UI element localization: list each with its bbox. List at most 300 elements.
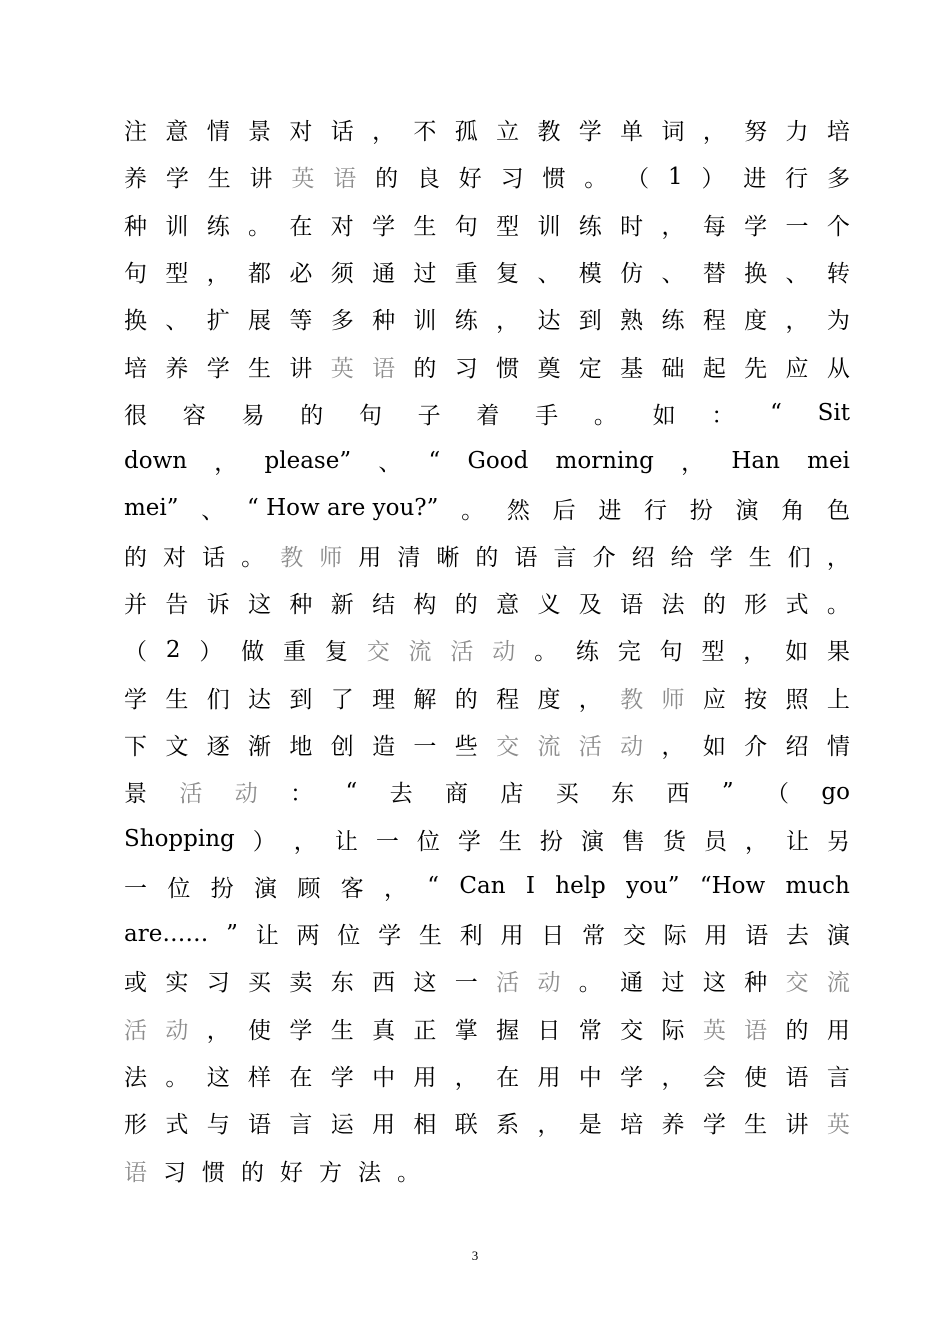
word: 讲 [249, 166, 273, 193]
word: 员 [703, 828, 727, 855]
word: 达 [537, 308, 561, 335]
word: 话 [330, 119, 354, 146]
text-line [124, 1147, 850, 1194]
word: 去 [389, 781, 413, 808]
word: 程 [496, 686, 520, 713]
word: 多 [330, 308, 354, 335]
word: 习 [500, 166, 524, 193]
word: 。 [241, 544, 265, 571]
word: ， [785, 308, 809, 335]
word: 下 [124, 734, 147, 760]
word: 如 [785, 639, 809, 666]
word: 换 [124, 308, 147, 335]
word: 教 [537, 119, 561, 146]
word: 握 [496, 1017, 520, 1044]
highlighted-word: 活 [179, 781, 203, 808]
text-line [124, 815, 850, 862]
text-line [124, 626, 850, 673]
word: 换 [744, 261, 768, 288]
word: 新 [330, 592, 354, 619]
word: 生 [248, 355, 272, 382]
word: ， [743, 639, 767, 666]
word: 学 [206, 355, 230, 382]
word: ， [454, 1065, 478, 1092]
highlighted-word: 动 [537, 970, 561, 997]
word: 、 [378, 450, 402, 477]
word: 达 [248, 686, 272, 713]
word: 让 [255, 923, 279, 950]
word: 进 [598, 497, 622, 524]
word: 、 [201, 497, 225, 524]
word: 用 [413, 1065, 437, 1092]
word: 练 [575, 639, 599, 666]
word: Good [467, 447, 529, 474]
word: 讲 [785, 1112, 809, 1139]
word: 文 [165, 734, 189, 760]
word: 上 [826, 686, 850, 713]
word: 。 [461, 497, 485, 524]
word: 真 [372, 1017, 396, 1044]
word: 样 [248, 1065, 272, 1092]
word: 、 [165, 308, 189, 335]
word: 系 [496, 1112, 520, 1139]
word: 练 [454, 308, 478, 335]
word: ， [206, 1017, 230, 1044]
word: 义 [537, 592, 561, 619]
word: 模 [578, 261, 602, 288]
word: 良 [416, 166, 440, 193]
word: 解 [413, 686, 437, 713]
word: 言 [289, 1112, 313, 1139]
word: 多 [826, 166, 850, 193]
word: 使 [744, 1065, 768, 1092]
word: ， [661, 1065, 685, 1092]
word: 位 [416, 828, 440, 855]
word: 一 [375, 828, 399, 855]
word: 等 [289, 308, 313, 335]
word: 基 [620, 355, 644, 382]
word: 理 [372, 686, 396, 713]
text-line [124, 295, 850, 342]
highlighted-word: 动 [165, 1017, 189, 1044]
word: 这 [206, 1065, 230, 1092]
text-line [124, 1099, 850, 1146]
word: 的 [785, 1017, 809, 1044]
word: ” [721, 778, 734, 805]
word: （ [766, 781, 790, 808]
word: 位 [337, 923, 361, 950]
word: “ [427, 873, 440, 900]
word: 法 [661, 592, 685, 619]
word: 西 [372, 970, 396, 997]
word: 生 [748, 544, 772, 571]
word: 语 [514, 544, 538, 571]
word: 不 [413, 119, 437, 146]
word: 转 [826, 261, 850, 288]
word: 晰 [436, 544, 460, 571]
word: 学 [578, 119, 602, 146]
word: “ [428, 447, 441, 474]
word: 子 [417, 402, 441, 429]
word: 一 [413, 734, 437, 760]
word: 语 [248, 1112, 272, 1139]
word: 学 [620, 1065, 644, 1092]
highlighted-word: 英 [291, 166, 315, 193]
text-line [124, 153, 850, 200]
word: 演 [826, 923, 850, 950]
word: 实 [165, 970, 189, 997]
word: 诉 [206, 592, 230, 619]
word: 个 [826, 213, 850, 240]
word: 养 [661, 1112, 685, 1139]
word: 扮 [210, 875, 234, 902]
highlighted-word: 流 [408, 639, 432, 666]
word: 学 [289, 1017, 313, 1044]
highlighted-word: 教 [620, 686, 644, 713]
text-line [124, 342, 850, 389]
word: 告 [165, 592, 189, 619]
word: 仿 [620, 261, 644, 288]
text-line [124, 1052, 850, 1099]
word: 并 [124, 592, 147, 619]
word: 这 [702, 970, 726, 997]
word: 东 [330, 970, 354, 997]
word: Sit [817, 400, 850, 427]
word: 型 [165, 261, 189, 288]
highlighted-word: 语 [372, 355, 396, 382]
word: 着 [476, 402, 500, 429]
highlighted-word: 活 [578, 734, 602, 760]
word: 色 [826, 497, 850, 524]
word: 习 [163, 1159, 186, 1186]
word: 好 [280, 1159, 303, 1186]
word: 习 [454, 355, 478, 382]
word: 惯 [202, 1159, 225, 1186]
word: 。 [248, 213, 272, 240]
word: 语 [785, 1065, 809, 1092]
word: 培 [826, 119, 850, 146]
word: 式 [165, 1112, 189, 1139]
word: 让 [334, 828, 358, 855]
highlighted-word: 流 [537, 734, 561, 760]
highlighted-word: 英 [330, 355, 354, 382]
word: 的 [124, 544, 147, 571]
word: 、 [785, 261, 809, 288]
word: 联 [454, 1112, 478, 1139]
word: 给 [670, 544, 694, 571]
word: 言 [553, 544, 577, 571]
word: 程 [702, 308, 726, 335]
word: 培 [620, 1112, 644, 1139]
word: Can [459, 873, 506, 900]
word: 础 [661, 355, 685, 382]
word: 的 [702, 592, 726, 619]
word: ， [744, 828, 768, 855]
text-line [124, 579, 850, 626]
word: 句 [454, 213, 478, 240]
word: （ [124, 639, 147, 666]
word: 创 [330, 734, 354, 760]
word: 为 [826, 308, 850, 335]
word: ： [290, 781, 314, 808]
word: 。 [534, 639, 558, 666]
word: ） [199, 639, 223, 666]
word: 生 [413, 213, 437, 240]
word: 、 [537, 261, 561, 288]
word: 些 [454, 734, 478, 760]
word: 介 [744, 734, 768, 760]
word: 这 [248, 592, 272, 619]
word: 位 [167, 875, 191, 902]
word: 对 [163, 544, 187, 571]
page-number: 3 [471, 1248, 479, 1263]
text-line [124, 390, 850, 437]
text-line [124, 437, 850, 484]
word: 必 [289, 261, 313, 288]
word: 型 [701, 639, 725, 666]
word: 日 [541, 923, 565, 950]
word: 让 [785, 828, 809, 855]
word: 练 [661, 308, 685, 335]
word: 扩 [206, 308, 230, 335]
highlighted-word: 师 [319, 544, 343, 571]
text-line [124, 910, 850, 957]
word: 的 [375, 166, 399, 193]
word: 清 [397, 544, 421, 571]
word: 练 [206, 213, 230, 240]
word: ， [293, 828, 317, 855]
word: 利 [459, 923, 483, 950]
word: 语 [620, 592, 644, 619]
text-line [124, 201, 850, 248]
highlighted-word: 英 [702, 1017, 726, 1044]
word: 言 [826, 1065, 850, 1092]
text-line [124, 674, 850, 721]
word: 在 [496, 1065, 520, 1092]
word: 训 [413, 308, 437, 335]
word: 熟 [620, 308, 644, 335]
word: 词 [661, 119, 685, 146]
word: 应 [702, 686, 726, 713]
word: 立 [496, 119, 520, 146]
word: 定 [578, 355, 602, 382]
text-line [124, 721, 850, 768]
highlighted-word: 语 [124, 1159, 147, 1186]
word: morning [555, 447, 654, 474]
word: 复 [324, 639, 348, 666]
word: 训 [165, 213, 189, 240]
word: “How [699, 873, 766, 900]
word: 客 [340, 875, 364, 902]
word: 在 [289, 213, 313, 240]
highlighted-word: 师 [661, 686, 685, 713]
word: 。 [584, 166, 608, 193]
word: 的 [454, 592, 478, 619]
word: 度 [744, 308, 768, 335]
word: 须 [330, 261, 354, 288]
word: 过 [413, 261, 437, 288]
word: ） [252, 828, 276, 855]
word: 用 [537, 1065, 561, 1092]
word: 们 [787, 544, 811, 571]
word: 的 [413, 355, 437, 382]
word: 重 [283, 639, 307, 666]
word: 话 [202, 544, 226, 571]
word: help [555, 873, 606, 900]
word: 生 [330, 1017, 354, 1044]
word: 式 [785, 592, 809, 619]
word: 通 [620, 970, 644, 997]
word: 后 [552, 497, 576, 524]
word: 及 [578, 592, 602, 619]
word: 结 [372, 592, 396, 619]
word: 交 [620, 1017, 644, 1044]
word: 生 [165, 686, 189, 713]
word: 西 [666, 781, 690, 808]
word: 、 [661, 261, 685, 288]
highlighted-word: 语 [744, 1017, 768, 1044]
word: 照 [785, 686, 809, 713]
word: 介 [592, 544, 616, 571]
word: 果 [826, 639, 850, 666]
word: I [525, 873, 535, 900]
word: 扮 [539, 828, 563, 855]
word: 卖 [289, 970, 313, 997]
word: 一 [124, 875, 147, 902]
word: 形 [124, 1112, 147, 1139]
word: 过 [661, 970, 685, 997]
word: ： [711, 402, 735, 429]
word: 去 [786, 923, 810, 950]
word: 情 [206, 119, 230, 146]
text-line [124, 957, 850, 1004]
word: please” [264, 447, 352, 474]
word: 学 [702, 1112, 726, 1139]
word: 会 [702, 1065, 726, 1092]
word: ” [226, 920, 238, 947]
text-line [124, 532, 850, 579]
word: 法 [358, 1159, 381, 1186]
word: 。 [578, 970, 602, 997]
word: you” [626, 873, 680, 900]
highlighted-word: 交 [496, 734, 520, 760]
word: 时 [620, 213, 644, 240]
word: much [785, 873, 850, 900]
word: 掌 [454, 1017, 478, 1044]
word: 或 [124, 970, 147, 997]
word: 孤 [454, 119, 478, 146]
word: 易 [241, 402, 265, 429]
word: 好 [458, 166, 482, 193]
word: 2 [165, 636, 181, 663]
word: mei” [124, 495, 179, 522]
word: 演 [253, 875, 277, 902]
word: 用 [704, 923, 728, 950]
word: 的 [454, 686, 478, 713]
word: 复 [496, 261, 520, 288]
word: 型 [496, 213, 520, 240]
word: 们 [206, 686, 230, 713]
word: ， [214, 450, 238, 477]
word: 句 [659, 639, 683, 666]
word: 相 [413, 1112, 437, 1139]
word: 另 [827, 828, 850, 855]
word: 先 [744, 355, 768, 382]
word: 常 [578, 1017, 602, 1044]
word: 如 [652, 402, 676, 429]
word: 重 [454, 261, 478, 288]
word: 讲 [289, 355, 313, 382]
text-line [124, 1005, 850, 1052]
word: 按 [744, 686, 768, 713]
word: 行 [785, 166, 809, 193]
word: 做 [241, 639, 265, 666]
word: ， [578, 686, 602, 713]
word: 养 [124, 166, 147, 193]
word: 学 [744, 213, 768, 240]
word: 演 [735, 497, 759, 524]
word: down [124, 447, 188, 474]
highlighted-word: 活 [124, 1017, 147, 1044]
word: 演 [580, 828, 604, 855]
word: 地 [289, 734, 313, 760]
word: 景 [124, 781, 147, 808]
word: 运 [330, 1112, 354, 1139]
word: 际 [663, 923, 687, 950]
word: 情 [826, 734, 850, 760]
word: 的 [241, 1159, 264, 1186]
word: 努 [744, 119, 768, 146]
word: “ [345, 778, 358, 805]
word: 训 [537, 213, 561, 240]
word: 方 [319, 1159, 342, 1186]
word: 渐 [248, 734, 272, 760]
word: 形 [744, 592, 768, 619]
word: go [821, 778, 850, 805]
word: 单 [620, 119, 644, 146]
word: ） [701, 166, 725, 193]
word: 语 [745, 923, 769, 950]
word: 两 [296, 923, 320, 950]
word: 买 [248, 970, 272, 997]
word: 学 [457, 828, 481, 855]
word: ， [702, 119, 726, 146]
word: 扮 [689, 497, 713, 524]
word: 养 [165, 355, 189, 382]
highlighted-word: 交 [366, 639, 390, 666]
word: ， [537, 1112, 561, 1139]
word: 生 [418, 923, 442, 950]
word: 学 [378, 923, 402, 950]
word: 种 [744, 970, 768, 997]
word: mei [807, 447, 850, 474]
word: 力 [785, 119, 809, 146]
word: 绍 [631, 544, 655, 571]
word: 东 [611, 781, 635, 808]
word: 种 [372, 308, 396, 335]
word: 通 [372, 261, 396, 288]
word: 这 [413, 970, 437, 997]
word: 种 [124, 213, 147, 240]
word: “ How are you?” [247, 495, 439, 522]
text-line [124, 863, 850, 910]
word: 绍 [785, 734, 809, 760]
word: are…… [124, 920, 209, 947]
word: 使 [248, 1017, 272, 1044]
word: 法 [124, 1065, 147, 1092]
word: ， [661, 734, 685, 760]
word: ， [206, 261, 230, 288]
